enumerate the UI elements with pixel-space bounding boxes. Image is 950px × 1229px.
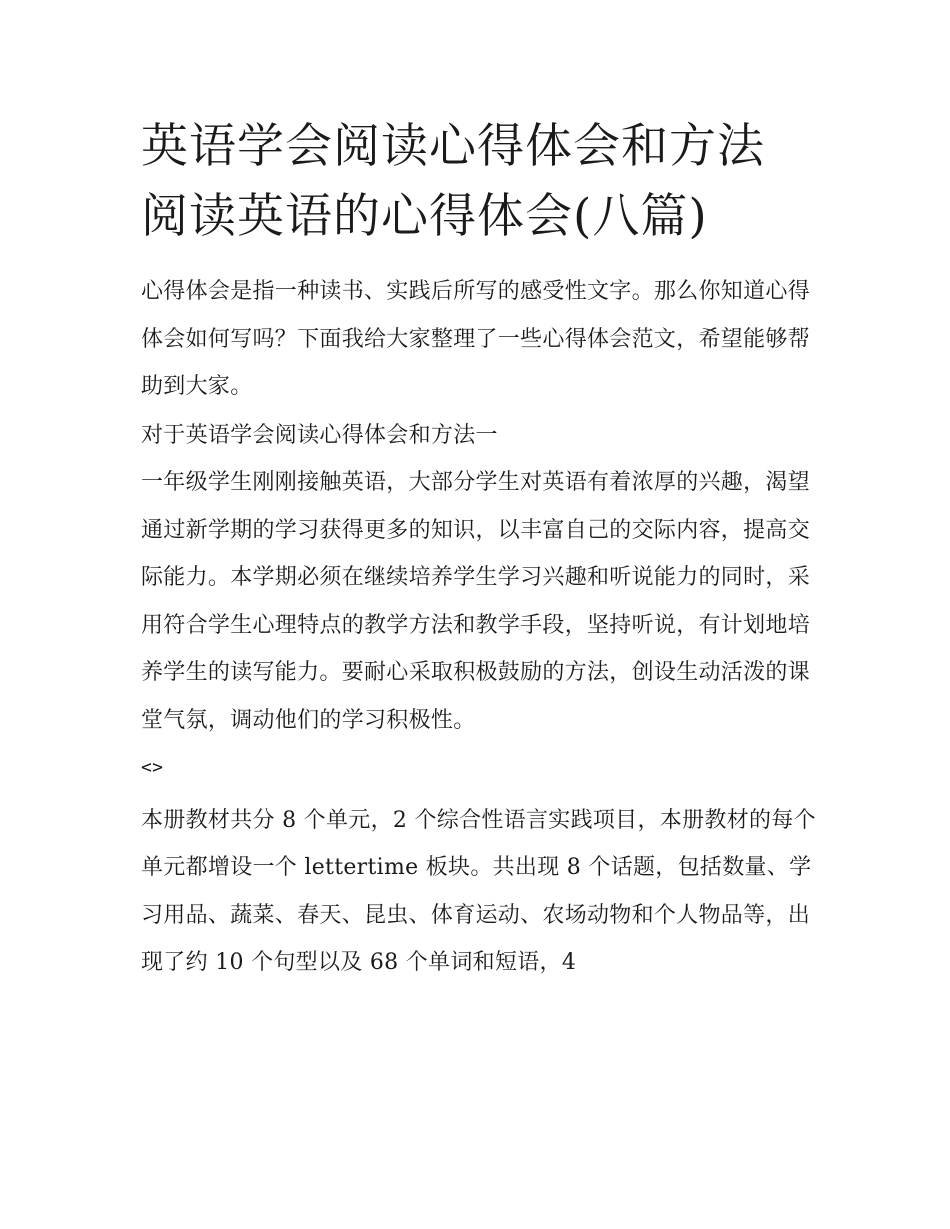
body-paragraph-1: 一年级学生刚刚接触英语，大部分学生对英语有着浓厚的兴趣，渴望通过新学期的学习获得更多的知识，以丰富自己的交际内容，提高交际能力。本学期必须在继续培养学生学习兴趣和听说能力的同时，采用符合学生心理特点的教学方法和教学手段，坚持听说，有计划地培养学生的读写能力。要耐心采取积极鼓励的方法，创设生动活泼的课堂气氛，调动他们的学习积极性。 — [141, 470, 811, 733]
section-heading: 对于英语学会阅读心得体会和方法一 — [141, 422, 498, 448]
intro-paragraph: 心得体会是指一种读书、实践后所写的感受性文字。那么你知道心得体会如何写吗？下面我给大家整理了一些心得体会范文，希望能够帮助到大家。 — [141, 279, 811, 399]
body-paragraph-2: 本册教材共分 8 个单元，2 个综合性语言实践项目，本册教材的每个单元都增设一个 lettertime 板块。共出现 8 个话题，包括数量、学习用品、蔬菜、春天、昆虫、体育运动、农场动物和个人物品等，出现了约 10 个句型以及 68 个单词和短语，4 — [141, 807, 816, 975]
document-title: 英语学会阅读心得体会和方法 阅读英语的心得体会(八篇) — [141, 119, 765, 244]
marker-text: <> — [141, 757, 164, 778]
document-page — [141, 112, 816, 987]
